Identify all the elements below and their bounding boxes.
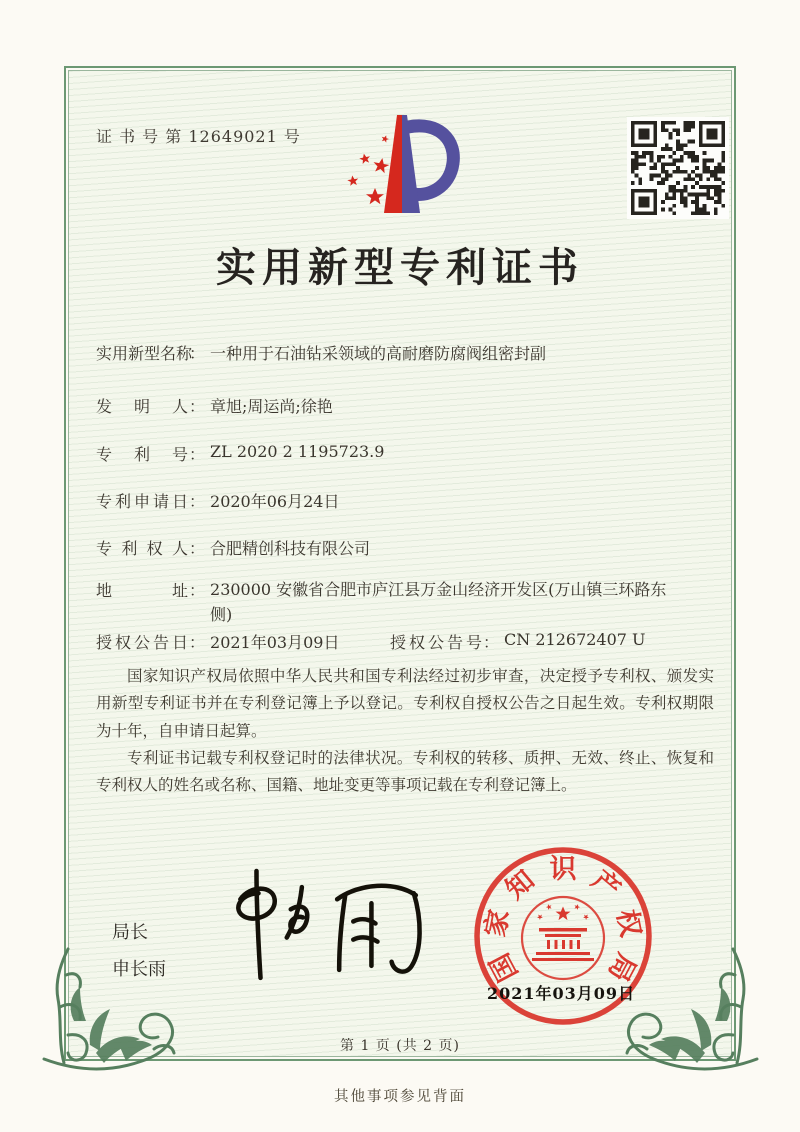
field-value: 2020年06月24日 [210, 492, 340, 511]
seal-char: 识 [549, 854, 577, 885]
seal-date: 2021年03月09日 [487, 984, 636, 1003]
field-row-name: 实用新型名称 ： 一种用于石油钻采领域的高耐磨防腐阀组密封副 [96, 341, 546, 364]
national-emblem-icon [532, 903, 594, 961]
grant-date: 2021年03月09日 [210, 633, 340, 652]
field-label: 专利权人 [96, 539, 188, 558]
commissioner-name: 申长雨 [112, 959, 166, 980]
field-value: 230000 安徽省合肥市庐江县万金山经济开发区(万山镇三环路东侧) [210, 580, 667, 624]
seal-char: 国 [484, 948, 525, 987]
field-row-address: 地址 ： 230000 安徽省合肥市庐江县万金山经济开发区(万山镇三环路东侧) [96, 578, 688, 628]
cnipa-logo-icon [336, 108, 468, 230]
field-row-grant: 授权公告日 ： 2021年03月09日 授权公告号 ： CN 212672407 U [96, 630, 646, 652]
field-row-patentee: 专利权人 ： 合肥精创科技有限公司 [96, 536, 370, 559]
field-label: 授权公告号 [390, 633, 482, 652]
seal-char: 权 [610, 907, 647, 940]
legal-text [96, 663, 714, 799]
qr-code-pattern-icon [627, 117, 729, 219]
field-row-inventors: 发明人 ： 章旭;周运尚;徐艳 [96, 394, 333, 417]
grant-number-pair: 授权公告号 ： CN 212672407 U [390, 630, 646, 652]
qr-code [627, 117, 729, 219]
field-value: 合肥精创科技有限公司 [210, 539, 371, 558]
field-value: 章旭;周运尚;徐艳 [210, 397, 333, 416]
field-row-patent-number: 专利号 ： ZL 2020 2 1195723.9 [96, 442, 385, 464]
field-value: ZL 2020 2 1195723.9 [210, 442, 385, 461]
commissioner-signature-icon [198, 864, 440, 992]
corner-ornament-left-icon [36, 939, 188, 1075]
field-value: 一种用于石油钻采领域的高耐磨防腐阀组密封副 [210, 344, 547, 363]
field-label: 实用新型名称 [96, 344, 193, 363]
legal-paragraph: 国家知识产权局依照中华人民共和国专利法经过初步审查，决定授予专利权、颁发实用新型专利证书并在专利登记簿上予以登记。专利权自授权公告之日起生效。专利权期限为十年，自申请日起算。 [96, 667, 714, 740]
seal-char: 产 [585, 864, 627, 906]
commissioner-title: 局长 [112, 922, 148, 943]
seal-char: 家 [479, 907, 516, 940]
field-label: 授权公告日 [96, 633, 188, 652]
certificate-number: 证 书 号 第 12649021 号 [96, 127, 301, 146]
seal-char: 知 [499, 864, 541, 906]
field-label: 专利申请日 [96, 492, 188, 511]
seal-char: 局 [601, 948, 642, 987]
corner-ornament-right-icon [613, 939, 765, 1075]
field-label: 发明人 [96, 397, 188, 416]
page-number: 第 1 页 (共 2 页) [340, 1038, 460, 1054]
grant-number: CN 212672407 U [504, 630, 646, 649]
field-row-filing-date: 专利申请日 ： 2020年06月24日 [96, 489, 339, 512]
certificate-title: 实用新型专利证书 [216, 244, 584, 291]
legal-paragraph: 专利证书记载专利权登记时的法律状况。专利权的转移、质押、无效、终止、恢复和专利权人的姓名或名称、国籍、地址变更等事项记载在专利登记簿上。 [96, 748, 714, 795]
field-label: 专利号 [96, 445, 188, 464]
field-label: 地址 [96, 581, 188, 600]
back-note: 其他事项参见背面 [334, 1089, 466, 1105]
